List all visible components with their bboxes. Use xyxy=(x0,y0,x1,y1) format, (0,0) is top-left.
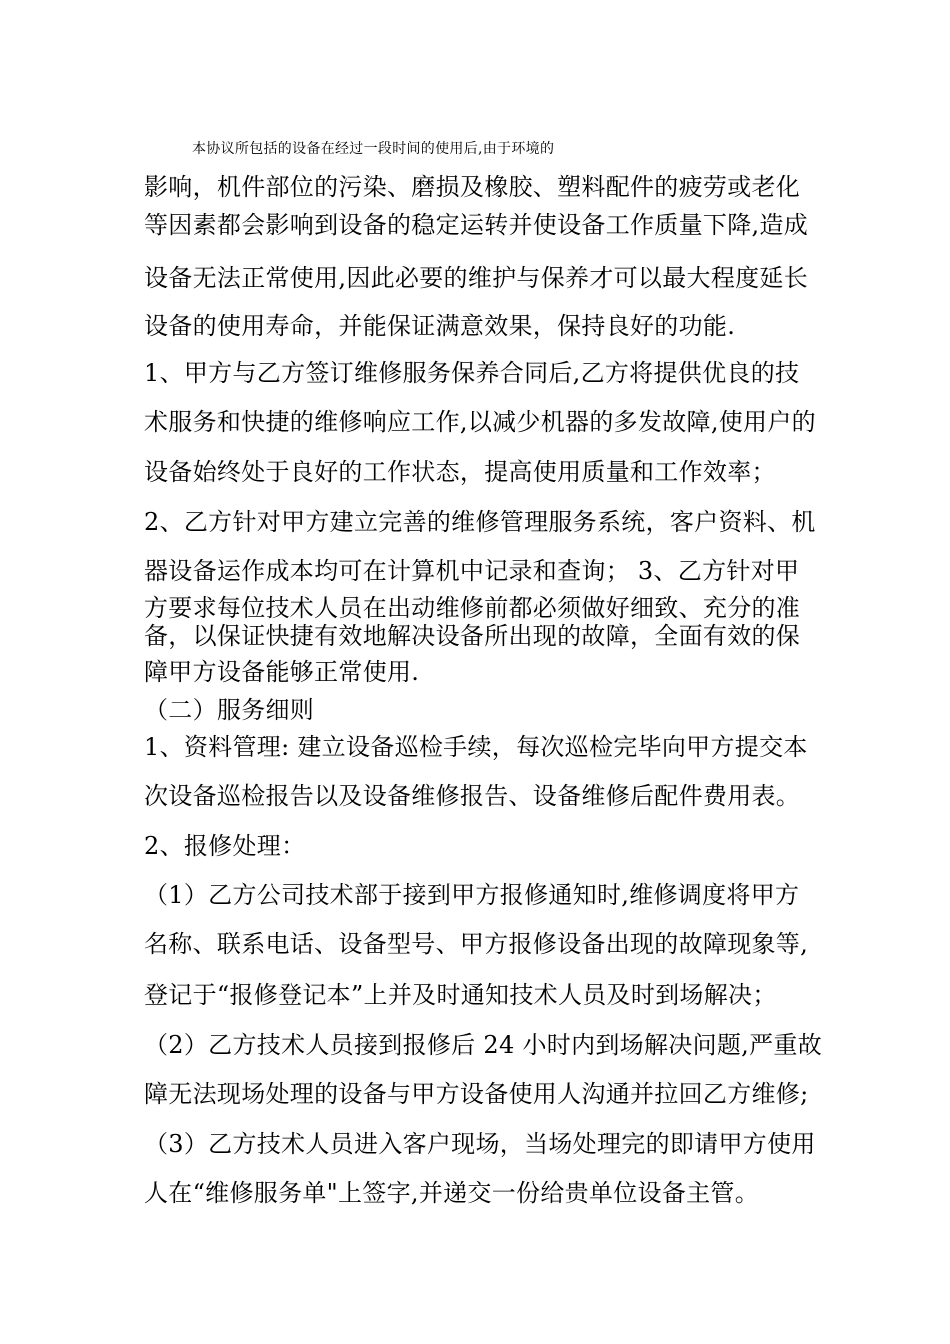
paragraph-line: 名称、联系电话、设备型号、甲方报修设备出现的故障现象等, xyxy=(144,930,809,958)
paragraph-line: （1）乙方公司技术部于接到甲方报修通知时,维修调度将甲方 xyxy=(144,881,800,909)
paragraph-line: 人在“维修服务单"上签字,并递交一份给贵单位设备主管。 xyxy=(144,1179,760,1207)
paragraph-line: （3）乙方技术人员进入客户现场，当场处理完的即请甲方使用 xyxy=(144,1130,816,1158)
paragraph-line: 影响，机件部位的污染、磨损及橡胶、塑料配件的疲劳或老化 xyxy=(144,173,801,201)
paragraph-line: 方要求每位技术人员在出动维修前都必须做好细致、充分的准 xyxy=(144,594,801,622)
paragraph-line: 障无法现场处理的设备与甲方设备使用人沟通并拉回乙方维修; xyxy=(144,1080,809,1108)
paragraph-line: 1、甲方与乙方签订维修服务保养合同后,乙方将提供优良的技 xyxy=(144,359,800,387)
paragraph-line: 设备无法正常使用,因此必要的维护与保养才可以最大程度延长 xyxy=(144,264,809,292)
paragraph-line: （2）乙方技术人员接到报修后 24 小时内到场解决问题,严重故 xyxy=(144,1031,822,1059)
paragraph-line: 设备始终处于良好的工作状态，提高使用质量和工作效率； xyxy=(144,458,776,486)
paragraph-line: 备，以保证快捷有效地解决设备所出现的故障，全面有效的保 xyxy=(144,622,801,650)
paragraph-line: 器设备运作成本均可在计算机中记录和查询； 3、乙方针对甲 xyxy=(144,557,800,585)
paragraph-line: 本协议所包括的设备在经过一段时间的使用后,由于环境的 xyxy=(192,141,555,157)
paragraph-line: 登记于“报修登记本”上并及时通知技术人员及时到场解决； xyxy=(144,981,777,1009)
paragraph-line: 次设备巡检报告以及设备维修报告、设备维修后配件费用表。 xyxy=(144,782,801,810)
paragraph-line: 等因素都会影响到设备的稳定运转并使设备工作质量下降,造成 xyxy=(144,211,809,239)
paragraph-line: 2、报修处理： xyxy=(144,832,306,860)
paragraph-line: 术服务和快捷的维修响应工作,以减少机器的多发故障,使用户的 xyxy=(144,408,816,436)
section-heading: （二）服务细则 xyxy=(144,696,315,724)
paragraph-line: 1、资料管理: 建立设备巡检手续，每次巡检完毕向甲方提交本 xyxy=(144,733,808,761)
paragraph-line: 障甲方设备能够正常使用. xyxy=(144,658,420,686)
paragraph-line: 设备的使用寿命，并能保证满意效果，保持良好的功能. xyxy=(144,312,736,340)
paragraph-line: 2、乙方针对甲方建立完善的维修管理服务系统，客户资料、机 xyxy=(144,508,816,536)
